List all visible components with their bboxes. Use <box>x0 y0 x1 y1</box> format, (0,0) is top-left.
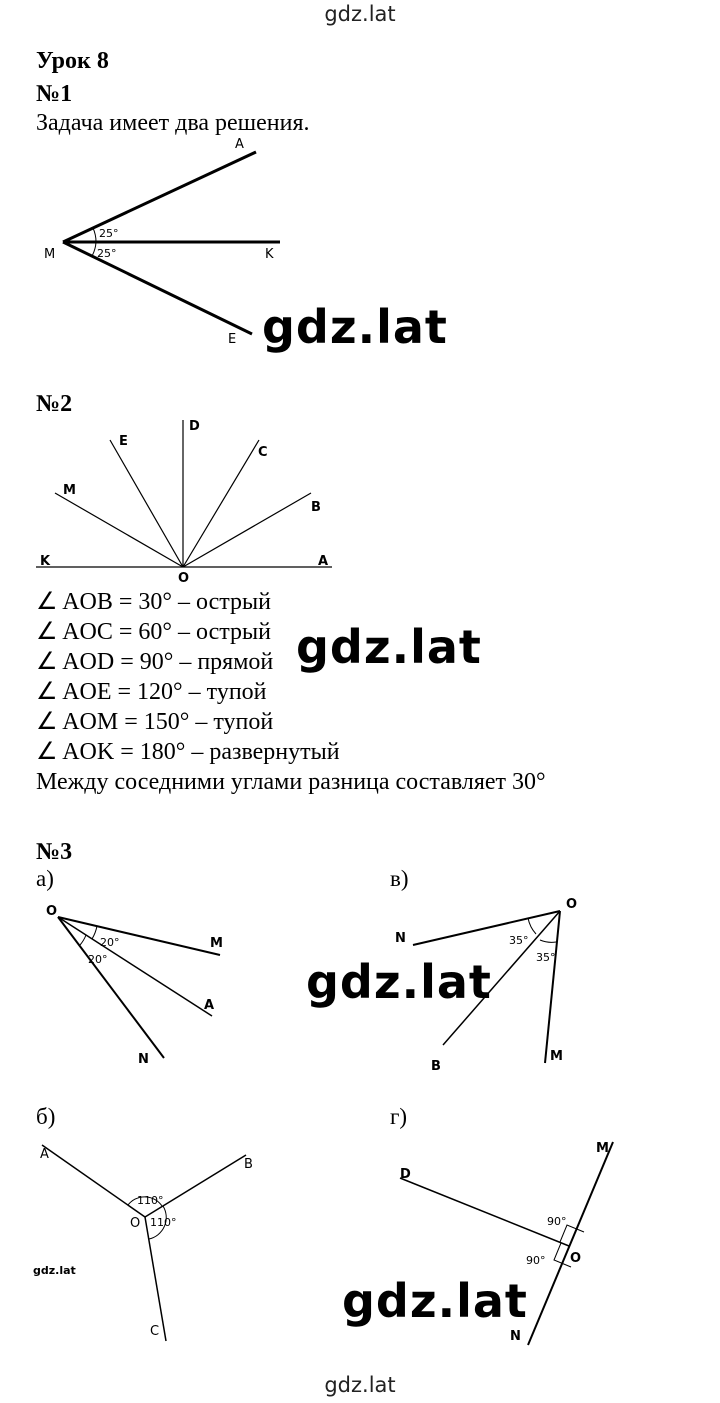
label-b: B <box>311 500 321 515</box>
task3g-label: г) <box>390 1104 408 1129</box>
footer-site: gdz.lat <box>324 1373 396 1397</box>
angle-1: 110° <box>137 1194 164 1207</box>
label-m: M <box>596 1141 609 1156</box>
angle-kme: 25° <box>97 247 117 260</box>
task3b-figure <box>40 1145 253 1341</box>
task2-number: №2 <box>36 391 73 417</box>
angle-1: 35° <box>509 934 529 947</box>
header-site: gdz.lat <box>324 2 396 26</box>
label-n: N <box>395 931 406 946</box>
angle-2: 35° <box>536 951 556 964</box>
ray-on <box>413 911 560 945</box>
label-a: A <box>235 137 244 152</box>
label-c: C <box>258 445 268 460</box>
label-o: O <box>130 1216 141 1231</box>
label-a: A <box>40 1147 49 1162</box>
task2-figure <box>36 419 332 586</box>
label-d: D <box>400 1167 411 1182</box>
label-d: D <box>189 419 200 434</box>
task3-number: №3 <box>36 839 73 865</box>
angle-2: 110° <box>150 1216 177 1229</box>
answer-line: ∠ AOE = 120° – тупой <box>36 679 267 705</box>
label-m: M <box>63 483 76 498</box>
watermark-task2: gdz.lat <box>296 620 482 674</box>
label-n: N <box>510 1329 521 1344</box>
label-k: K <box>265 247 274 262</box>
watermark-task3-bottom: gdz.lat <box>342 1274 528 1328</box>
label-m: M <box>210 936 223 951</box>
answer-line: ∠ AOM = 150° – тупой <box>36 709 274 735</box>
label-e: E <box>228 332 237 347</box>
ray-oe <box>110 440 183 567</box>
label-e: E <box>119 434 128 449</box>
task3b-label: б) <box>36 1104 56 1129</box>
task3a-label: а) <box>36 866 54 891</box>
ray-oc <box>145 1217 166 1341</box>
label-a: A <box>318 554 329 569</box>
ray-ob <box>183 493 311 567</box>
watermark-task1: gdz.lat <box>262 300 448 354</box>
label-m: M <box>550 1049 563 1064</box>
ray-oa <box>58 917 215 1016</box>
label-k: K <box>40 554 51 569</box>
task3v-label: в) <box>390 866 409 891</box>
ray-me <box>63 242 252 334</box>
label-m: M <box>44 247 56 262</box>
watermark-small: gdz.lat <box>33 1264 76 1277</box>
arc-2 <box>540 940 556 942</box>
ray-oc <box>183 440 259 567</box>
arc-1 <box>528 918 536 934</box>
angle-amk: 25° <box>99 227 119 240</box>
angle-2: 20° <box>88 953 108 966</box>
task1-text: Задача имеет два решения. <box>36 110 310 136</box>
answer-line: ∠ AOD = 90° – прямой <box>36 649 274 675</box>
label-o: O <box>178 571 190 586</box>
label-o: O <box>570 1251 582 1266</box>
arc-1 <box>92 926 97 939</box>
label-o: O <box>46 904 58 919</box>
ray-od <box>400 1178 569 1246</box>
task1-figure <box>44 137 280 347</box>
watermark-task3-mid: gdz.lat <box>306 955 492 1009</box>
answer-line: ∠ AOC = 60° – острый <box>36 619 271 645</box>
label-c: C <box>150 1324 160 1339</box>
label-n: N <box>138 1052 149 1067</box>
task2-answers <box>36 587 546 797</box>
ray-ob <box>145 1155 246 1217</box>
task1-number: №1 <box>36 81 73 107</box>
ray-om <box>545 911 560 1063</box>
conclusion: Между соседними углами разница составляет 30° <box>36 769 546 795</box>
line-mn <box>528 1142 613 1345</box>
angle-1: 20° <box>100 936 120 949</box>
answer-line: ∠ AOB = 30° – острый <box>36 589 271 615</box>
ray-oa <box>42 1145 145 1217</box>
task3a-figure <box>46 904 223 1067</box>
arc-top <box>93 228 96 242</box>
ray-ma <box>63 152 256 242</box>
answer-line: ∠ AOK = 180° – развернутый <box>36 739 340 765</box>
lesson-title: Урок 8 <box>36 48 109 74</box>
label-o: O <box>566 897 578 912</box>
arc-2 <box>80 935 86 945</box>
arc-bottom <box>92 242 96 256</box>
label-a: A <box>204 998 215 1013</box>
angle-2: 90° <box>526 1254 546 1267</box>
ray-om <box>55 493 183 567</box>
angle-1: 90° <box>547 1215 567 1228</box>
label-b: B <box>431 1059 441 1074</box>
label-b: B <box>244 1157 253 1172</box>
